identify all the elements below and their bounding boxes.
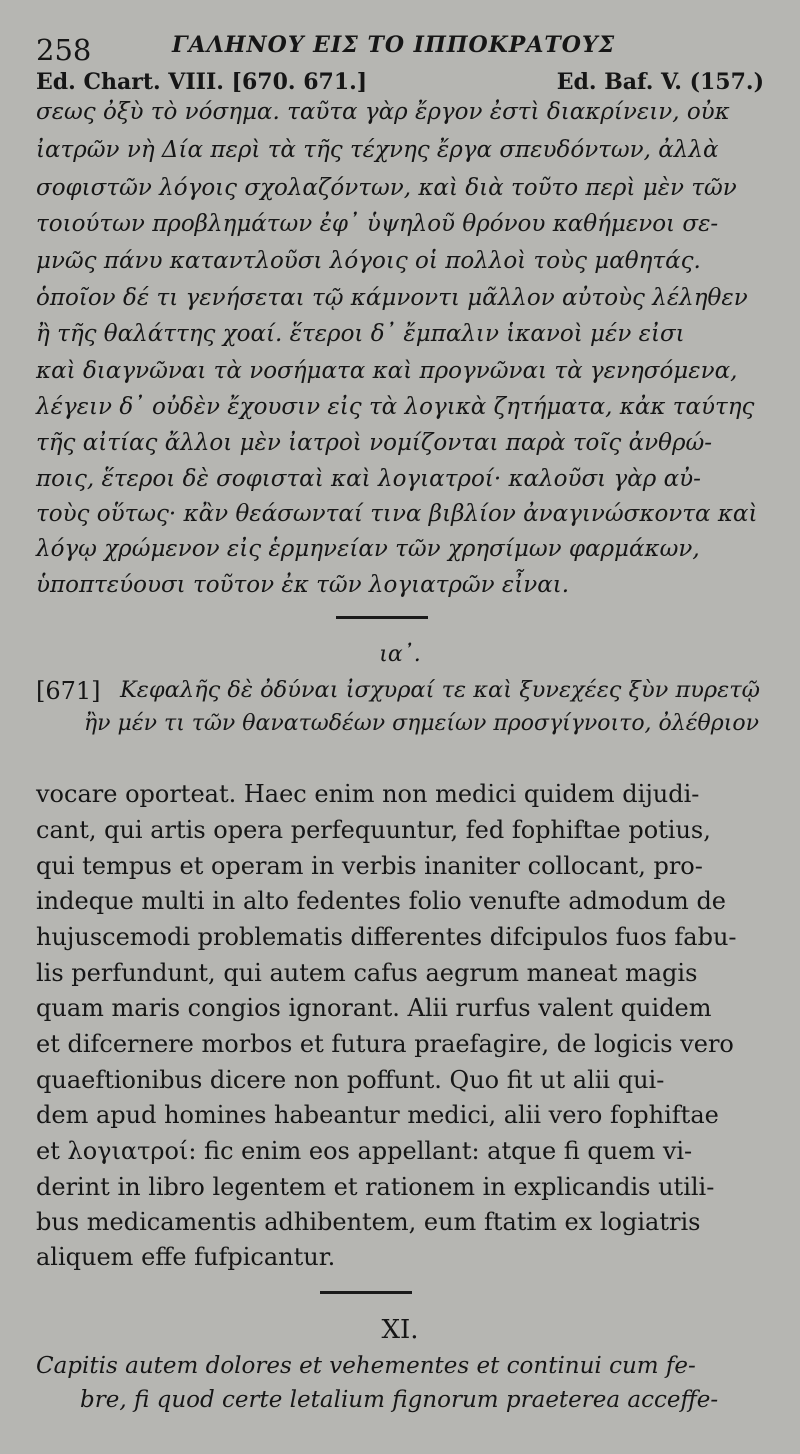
edition-reference-left: Ed. Chart. VIII. [670. 671.] <box>36 69 368 95</box>
latin-line: et λογιατροί: fic enim eos appellant: atque fi quem vi- <box>36 1137 693 1165</box>
greek-aphorism-line: ἢν μέν τι τῶν θανατωδέων σημείων προσγίγνοιτο, ὀλέθριον <box>84 711 759 736</box>
latin-section-number: XI. <box>381 1315 419 1345</box>
latin-line: derint in libro legentem et rationem in explicandis utili- <box>36 1173 715 1201</box>
latin-aphorism-line: Capitis autem dolores et vehementes et continui cum fe- <box>36 1353 696 1379</box>
greek-line: σοφιστῶν λόγοις σχολαζόντων, καὶ διὰ τοῦτο περὶ μὲν τῶν <box>36 175 737 201</box>
greek-aphorism-line: Κεφαλῆς δὲ ὀδύναι ἰσχυραί τε καὶ ξυνεχέες ξὺν πυρετῷ <box>120 677 761 703</box>
latin-line: dem apud homines habeantur medici, alii vero fophiftae <box>36 1101 719 1129</box>
section-divider <box>320 1291 412 1294</box>
greek-line: ἰατρῶν νὴ Δία περὶ τὰ τῆς τέχνης ἔργα σπευδόντων, ἀλλὰ <box>36 137 719 163</box>
page-number: 258 <box>36 33 92 67</box>
latin-line: lis perfundunt, qui autem cafus aegrum maneat magis <box>36 959 698 987</box>
running-head: ΓΑΛΗΝΟΥ ΕΙΣ ΤΟ ΙΠΠΟΚΡΑΤΟΥΣ <box>172 32 616 58</box>
greek-line: ὁποῖον δέ τι γενήσεται τῷ κάμνοντι μᾶλλον αὐτοὺς λέληθεν <box>36 285 748 311</box>
page-reference: [671] <box>36 677 101 705</box>
latin-line: hujuscemodi problematis differentes difcipulos fuos fabu- <box>36 923 737 951</box>
greek-line: λέγειν δ᾽ οὐδὲν ἔχουσιν εἰς τὰ λογικὰ ζητήματα, κἀκ ταύτης <box>36 394 755 420</box>
latin-line: aliquem effe fufpicantur. <box>36 1243 336 1271</box>
latin-aphorism-line: bre, fi quod certe letalium fignorum praeterea acceffe- <box>80 1387 719 1413</box>
latin-line: qui tempus et operam in verbis inaniter collocant, pro- <box>36 852 703 880</box>
latin-line: cant, qui artis opera perfequuntur, fed fophiftae potius, <box>36 816 711 844</box>
greek-line: ποις, ἕτεροι δὲ σοφισταὶ καὶ λογιατροί· καλοῦσι γὰρ αὐ- <box>36 466 701 492</box>
greek-line: τοιούτων προβλημάτων ἐφ᾽ ὑψηλοῦ θρόνου καθήμενοι σε- <box>36 211 719 237</box>
latin-line: quam maris congios ignorant. Alii rurfus valent quidem <box>36 994 712 1022</box>
latin-line: indeque multi in alto fedentes folio venufte admodum de <box>36 887 727 915</box>
section-divider <box>336 616 428 619</box>
edition-reference-right: Ed. Baf. V. (157.) <box>556 69 764 95</box>
latin-line: vocare oporteat. Haec enim non medici quidem dijudi- <box>36 780 700 808</box>
latin-line: quaeftionibus dicere non poffunt. Quo fit ut alii qui- <box>36 1066 665 1094</box>
greek-line: σεως ὀξὺ τὸ νόσημα. ταῦτα γὰρ ἔργον ἐστὶ διακρίνειν, οὐκ <box>36 99 730 125</box>
greek-line: καὶ διαγνῶναι τὰ νοσήματα καὶ προγνῶναι τὰ γενησόμενα, <box>36 358 738 384</box>
latin-line: et difcernere morbos et futura praefagire, de logicis vero <box>36 1030 734 1058</box>
latin-line: bus medicamentis adhibentem, eum ftatim ex logiatris <box>36 1208 701 1236</box>
greek-line: ὑποπτεύουσι τοῦτον ἐκ τῶν λογιατρῶν εἶναι. <box>36 572 570 598</box>
greek-line: τῆς αἰτίας ἄλλοι μὲν ἰατροὶ νομίζονται παρὰ τοῖς ἀνθρώ- <box>36 430 713 456</box>
greek-line: τοὺς οὕτως· κἂν θεάσωνταί τινα βιβλίον ἀναγινώσκοντα καὶ <box>36 501 758 527</box>
greek-section-number: ια᾽. <box>379 642 421 667</box>
greek-line: μνῶς πάνυ καταντλοῦσι λόγοις οἱ πολλοὶ τοὺς μαθητάς. <box>36 248 701 274</box>
greek-line: ἢ τῆς θαλάττης χοαί. ἕτεροι δ᾽ ἔμπαλιν ἱκανοὶ μέν εἰσι <box>36 321 685 347</box>
greek-line: λόγῳ χρώμενον εἰς ἑρμηνείαν τῶν χρησίμων φαρμάκων, <box>36 536 700 562</box>
